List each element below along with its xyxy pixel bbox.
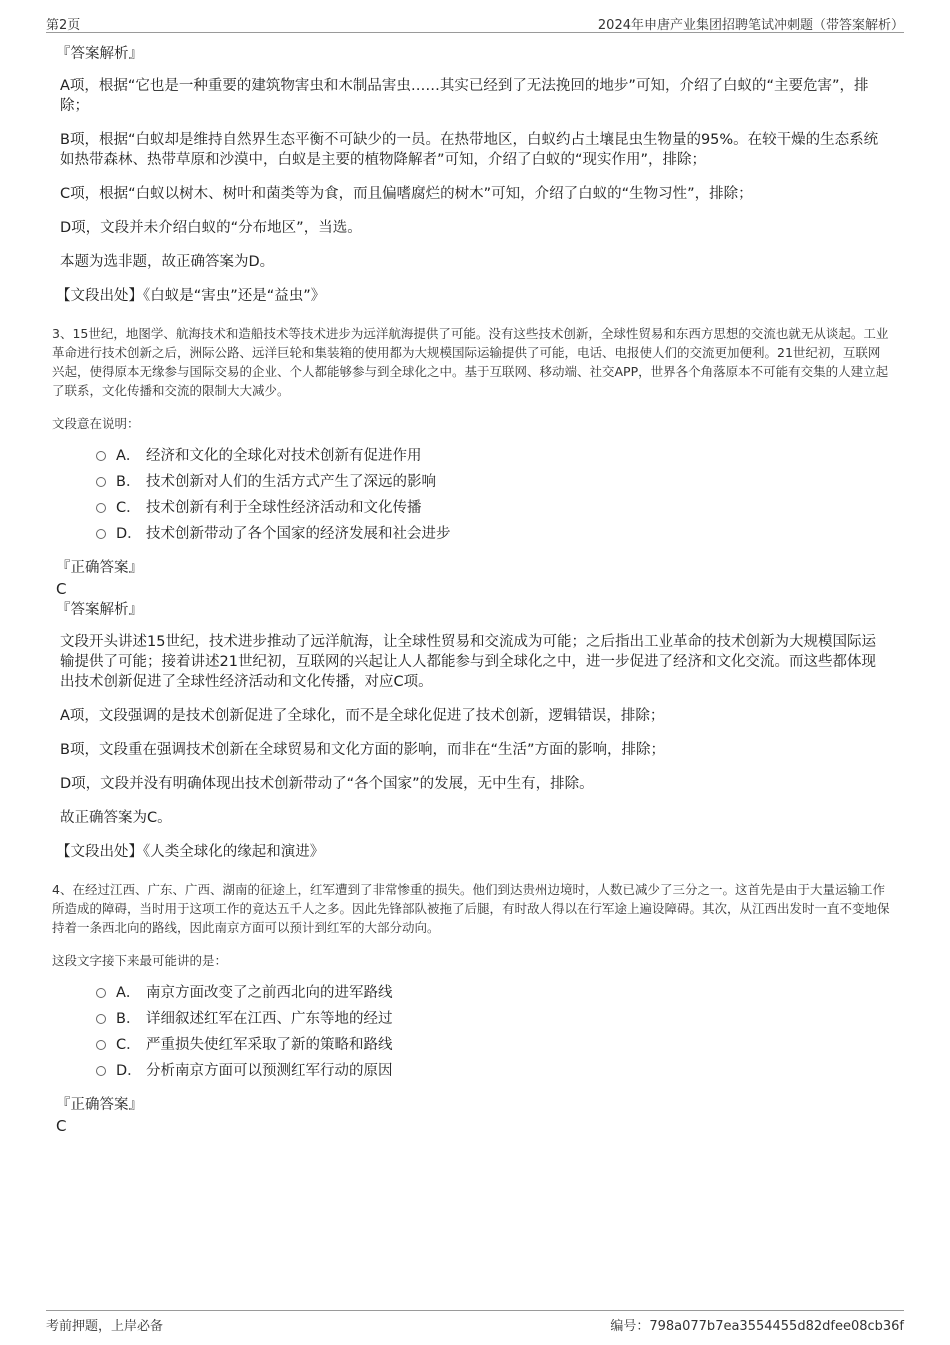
document-id: 编号：798a077b7ea3554455d82dfee08cb36f bbox=[610, 1319, 904, 1334]
radio-icon[interactable] bbox=[96, 529, 106, 539]
radio-icon[interactable] bbox=[96, 1040, 106, 1050]
option-b[interactable]: B． 技术创新对人们的生活方式产生了深远的影响 bbox=[96, 472, 890, 498]
footer-slogan: 考前押题，上岸必备 bbox=[46, 1319, 164, 1334]
answer-conclusion: 故正确答案为C。 bbox=[60, 810, 172, 826]
radio-icon[interactable] bbox=[96, 451, 106, 461]
page-header bbox=[46, 12, 904, 33]
answer-conclusion: 本题为选非题，故正确答案为D。 bbox=[60, 254, 275, 270]
correct-answer-value: C bbox=[56, 580, 67, 598]
option-c[interactable]: C． 技术创新有利于全球性经济活动和文化传播 bbox=[96, 498, 890, 524]
question-prompt: 文段意在说明： bbox=[52, 416, 140, 431]
radio-icon[interactable] bbox=[96, 1014, 106, 1024]
analysis-label: 『答案解析』 bbox=[56, 46, 143, 62]
option-list bbox=[96, 983, 890, 1087]
option-d[interactable]: D． 技术创新带动了各个国家的经济发展和社会进步 bbox=[96, 524, 890, 550]
analysis-paragraph: D项，文段并未介绍白蚁的“分布地区”，当选。 bbox=[60, 220, 362, 236]
radio-icon[interactable] bbox=[96, 477, 106, 487]
option-list bbox=[96, 446, 890, 550]
option-a[interactable]: A． 经济和文化的全球化对技术创新有促进作用 bbox=[96, 446, 890, 472]
analysis-paragraph: A项，文段强调的是技术创新促进了全球化，而不是全球化促进了技术创新，逻辑错误，排除； bbox=[60, 708, 665, 724]
question-prompt: 这段文字接下来最可能讲的是： bbox=[52, 953, 228, 968]
correct-answer-value: C bbox=[56, 1117, 67, 1135]
analysis-paragraph: 文段开头讲述15世纪，技术进步推动了远洋航海，让全球性贸易和交流成为可能；之后指出工业革命的技术创新为大规模国际运输提供了可能；接着讲述21世纪初，互联网的兴起让人人都能参与到全球化之中，进一步促进了经济和文化交流。而这些都体现出技术创新促进了全球性经济活动和文化传播，对应C项。 bbox=[60, 634, 876, 690]
option-d[interactable]: D． 分析南京方面可以预测红军行动的原因 bbox=[96, 1061, 890, 1087]
analysis-paragraph: B项，文段重在强调技术创新在全球贸易和文化方面的影响，而非在“生活”方面的影响，排除； bbox=[60, 742, 665, 758]
correct-answer-label: 『正确答案』 bbox=[56, 560, 143, 576]
question-text: 4、在经过江西、广东、广西、湖南的征途上，红军遭到了非常惨重的损失。他们到达贵州边境时，人数已减少了三分之一。这首先是由于大量运输工作所造成的障碍，当时用于这项工作的竟达五千人之多。因此先锋部队被拖了后腿，有时敌人得以在行军途上遍设障碍。其次，从江西出发时一直不变地保持着一条西北向的路线，因此南京方面可以预计到红军的大部分动向。 bbox=[52, 882, 890, 935]
page-footer bbox=[46, 1310, 904, 1337]
radio-icon[interactable] bbox=[96, 988, 106, 998]
analysis-paragraph: A项，根据“它也是一种重要的建筑物害虫和木制品害虫……其实已经到了无法挽回的地步”可知，介绍了白蚁的“主要危害”，排除； bbox=[60, 78, 869, 114]
option-b[interactable]: B． 详细叙述红军在江西、广东等地的经过 bbox=[96, 1009, 890, 1035]
option-a[interactable]: A． 南京方面改变了之前西北向的进军路线 bbox=[96, 983, 890, 1009]
correct-answer-label: 『正确答案』 bbox=[56, 1097, 143, 1113]
question-text: 3、15世纪，地图学、航海技术和造船技术等技术进步为远洋航海提供了可能。没有这些技术创新，全球性贸易和东西方思想的交流也就无从谈起。工业革命进行技术创新之后，洲际公路、远洋巨轮和集装箱的使用都为大规模国际运输提供了可能，电话、电报使人们的交流更加便利。21世纪初，互联网兴起，使得原本无缘参与国际交易的企业、个人都能够参与到全球化之中。基于互联网、移动端、社交APP，世界各个角落原本不可能有交集的人建立起了联系，文化传播和交流的限制大大减少。 bbox=[52, 326, 889, 398]
radio-icon[interactable] bbox=[96, 1066, 106, 1076]
page-content bbox=[52, 44, 890, 1137]
source-citation: 【文段出处】《白蚁是“害虫”还是“益虫”》 bbox=[56, 288, 326, 304]
analysis-label: 『答案解析』 bbox=[56, 602, 143, 618]
document-title: 2024年申唐产业集团招聘笔试冲刺题（带答案解析） bbox=[597, 18, 904, 33]
analysis-paragraph: D项，文段并没有明确体现出技术创新带动了“各个国家”的发展，无中生有，排除。 bbox=[60, 776, 594, 792]
page-number: 第2页 bbox=[46, 18, 81, 33]
option-c[interactable]: C． 严重损失使红军采取了新的策略和路线 bbox=[96, 1035, 890, 1061]
radio-icon[interactable] bbox=[96, 503, 106, 513]
analysis-paragraph: C项，根据“白蚁以树木、树叶和菌类等为食，而且偏嗜腐烂的树木”可知，介绍了白蚁的“生物习性”，排除； bbox=[60, 186, 753, 202]
analysis-paragraph: B项，根据“白蚁却是维持自然界生态平衡不可缺少的一员。在热带地区，白蚁约占土壤昆虫生物量的95%。在较干燥的生态系统如热带森林、热带草原和沙漠中，白蚁是主要的植物降解者”可知，介绍了白蚁的“现实作用”，排除； bbox=[60, 132, 879, 168]
source-citation: 【文段出处】《人类全球化的缘起和演进》 bbox=[56, 844, 325, 860]
